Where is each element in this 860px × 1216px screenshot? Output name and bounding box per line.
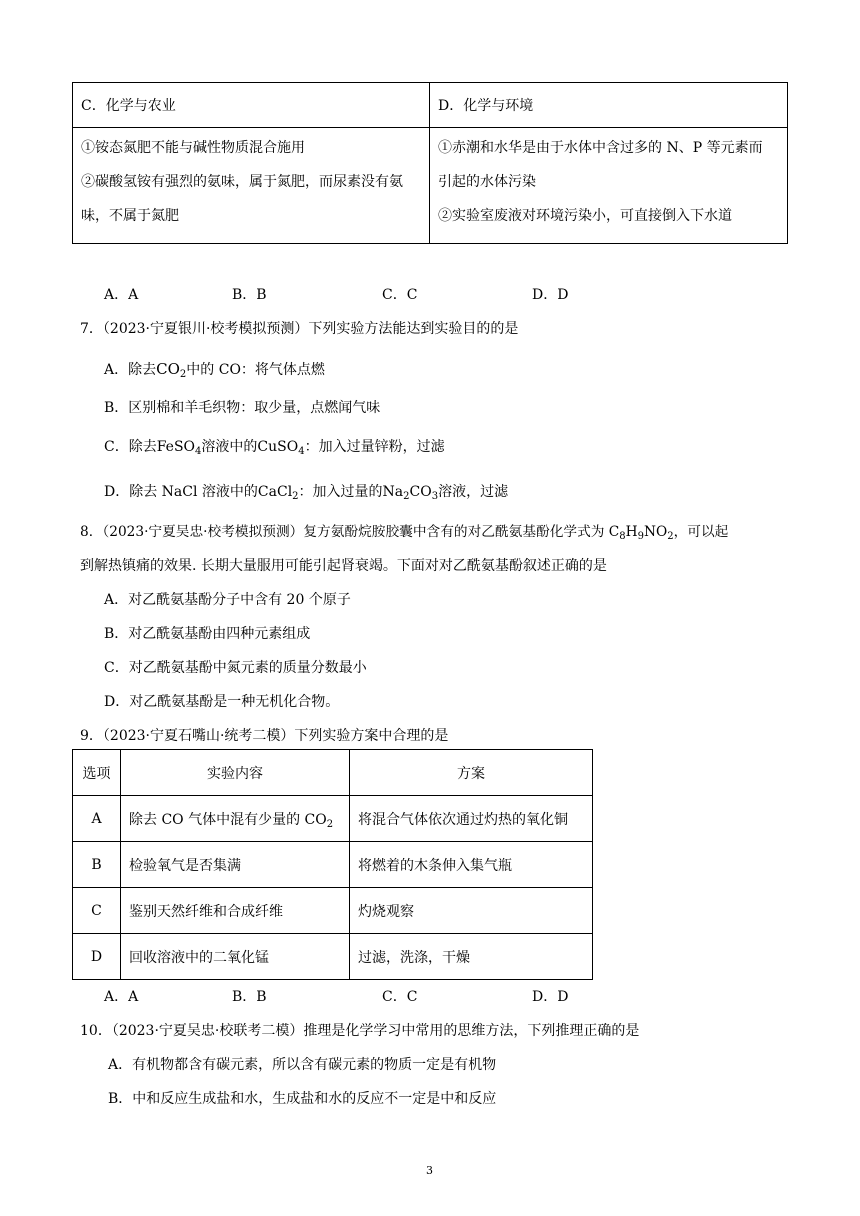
cell-d-body bbox=[430, 128, 788, 244]
table-chem-categories bbox=[72, 82, 788, 244]
table-row bbox=[73, 888, 593, 934]
q9-row-content: 除去 CO 气体中混有少量的 $CO_2$ bbox=[121, 796, 350, 842]
q9-row-content: 鉴别天然纤维和合成纤维 bbox=[121, 888, 350, 934]
q9-row-option: D bbox=[73, 934, 121, 980]
q9-row-option: C bbox=[73, 888, 121, 934]
q9-row-plan: 将混合气体依次通过灼热的氧化铜 bbox=[350, 796, 593, 842]
q10-option-b[interactable]: B．中和反应生成盐和水，生成盐和水的反应不一定是中和反应 bbox=[108, 1091, 497, 1107]
q9-option-a[interactable]: A．A bbox=[104, 989, 139, 1005]
c-item-2: ②碳酸氢铵有强烈的氨味，属于氮肥，而尿素没有氨味，不属于氮肥 bbox=[81, 174, 403, 224]
q7-option-b[interactable]: B．区别棉和羊毛织物：取少量，点燃闻气味 bbox=[104, 400, 381, 416]
q7-option-a[interactable]: A．除去$CO_2$中的 CO：将气体点燃 bbox=[104, 360, 325, 380]
q9-row-content: 回收溶液中的二氧化锰 bbox=[121, 934, 350, 980]
q7-option-d[interactable]: D．除去 NaCl 溶液中的CaCl$_2$：加入过量的$Na_2CO_3$溶液，过滤 bbox=[104, 484, 509, 502]
q8-stem-line2: 到解热镇痛的效果. 长期大量服用可能引起肾衰竭。下面对对乙酰氨基酚叙述正确的是 bbox=[80, 558, 607, 574]
q9-option-d[interactable]: D．D bbox=[532, 989, 569, 1005]
q9-option-c[interactable]: C．C bbox=[382, 989, 418, 1005]
cell-c-body bbox=[73, 128, 430, 244]
q7-option-c[interactable]: C．除去FeSO$_4$溶液中的CuSO$_4$：加入过量锌粉，过滤 bbox=[104, 439, 445, 457]
cell-d-header: D．化学与环境 bbox=[430, 83, 788, 128]
q9-stem: 9．（2023·宁夏石嘴山·统考二模）下列实验方案中合理的是 bbox=[80, 728, 449, 744]
q9-header-plan: 方案 bbox=[350, 750, 593, 796]
c-item-1: ①铵态氮肥不能与碱性物质混合施用 bbox=[81, 140, 305, 156]
d-item-2: ②实验室废液对环境污染小，可直接倒入下水道 bbox=[438, 208, 732, 224]
q8-option-a[interactable]: A．对乙酰氨基酚分子中含有 20 个原子 bbox=[104, 592, 351, 608]
q9-header-option: 选项 bbox=[73, 750, 121, 796]
q10-option-a[interactable]: A．有机物都含有碳元素，所以含有碳元素的物质一定是有机物 bbox=[108, 1057, 497, 1073]
q9-row-content: 检验氧气是否集满 bbox=[121, 842, 350, 888]
q8-option-c[interactable]: C．对乙酰氨基酚中氮元素的质量分数最小 bbox=[104, 660, 367, 676]
q9-table bbox=[72, 749, 593, 980]
q9-row-plan: 过滤，洗涤，干燥 bbox=[350, 934, 593, 980]
q10-stem: 10．（2023·宁夏吴忠·校联考二模）推理是化学学习中常用的思维方法，下列推理正确的是 bbox=[80, 1023, 640, 1039]
table-row bbox=[73, 842, 593, 888]
q6-option-c[interactable]: C．C bbox=[382, 287, 418, 303]
q6-option-b[interactable]: B．B bbox=[232, 287, 267, 303]
q8-stem-line1: 8．（2023·宁夏吴忠·校考模拟预测）复方氨酚烷胺胶囊中含有的对乙酰氨基酚化学式为 $C_8H_9NO_2$，可以起 bbox=[80, 524, 729, 542]
q9-row-option: A bbox=[73, 796, 121, 842]
q9-row-plan: 将燃着的木条伸入集气瓶 bbox=[350, 842, 593, 888]
q7-stem: 7．（2023·宁夏银川·校考模拟预测）下列实验方法能达到实验目的的是 bbox=[80, 321, 519, 337]
d-item-1b: 引起的水体污染 bbox=[438, 174, 536, 190]
q9-header-content: 实验内容 bbox=[121, 750, 350, 796]
d-item-1a: ①赤潮和水华是由于水体中含过多的 N、P 等元素而 bbox=[438, 140, 763, 156]
table-row bbox=[73, 934, 593, 980]
table-row bbox=[73, 796, 593, 842]
q8-option-d[interactable]: D．对乙酰氨基酚是一种无机化合物。 bbox=[104, 694, 340, 710]
cell-c-header: C．化学与农业 bbox=[73, 83, 430, 128]
q9-row-option: B bbox=[73, 842, 121, 888]
q6-option-d[interactable]: D．D bbox=[532, 287, 569, 303]
page-number: 3 bbox=[426, 1164, 433, 1177]
q8-option-b[interactable]: B．对乙酰氨基酚由四种元素组成 bbox=[104, 626, 311, 642]
q6-option-a[interactable]: A．A bbox=[104, 287, 139, 303]
q9-row-plan: 灼烧观察 bbox=[350, 888, 593, 934]
q9-option-b[interactable]: B．B bbox=[232, 989, 267, 1005]
